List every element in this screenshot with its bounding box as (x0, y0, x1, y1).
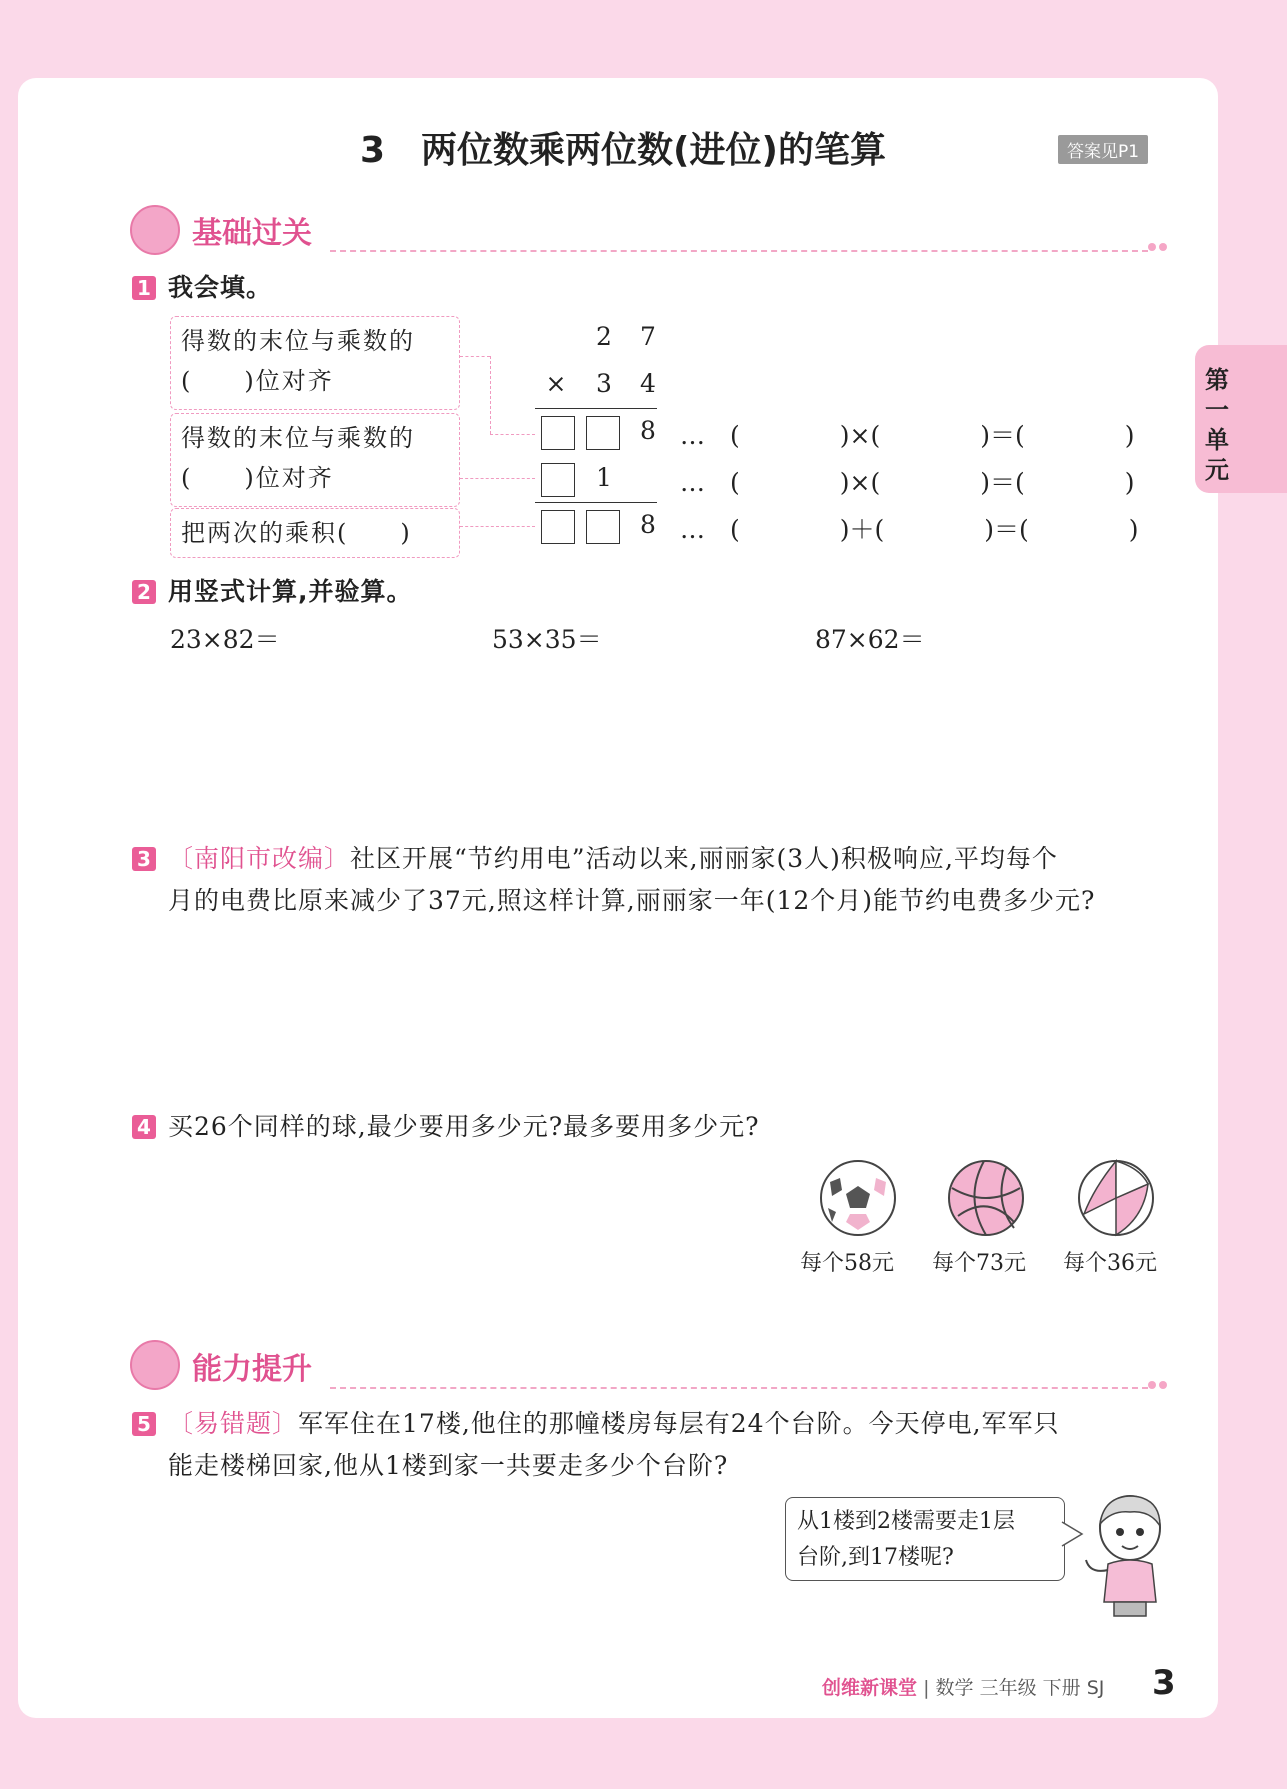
section-divider (330, 250, 1148, 252)
section-dots (1148, 1374, 1170, 1393)
partial-product-digit: 1 (596, 463, 612, 492)
page-title: 3 两位数乘两位数(进位)的笔算 (360, 130, 886, 171)
hint-label-text: ( )位对齐 (181, 464, 334, 492)
hint-label-text: 把两次的乘积( ) (181, 519, 412, 547)
side-tab-char: 第 (1205, 366, 1229, 394)
product-digit: 8 (640, 510, 656, 539)
connector-line (490, 434, 535, 435)
basketball-icon (944, 1158, 1030, 1238)
section-title-advanced: 能力提升 (192, 1352, 312, 1387)
connector-line (460, 478, 535, 479)
equation-row: … ( )×( )＝( ) (680, 421, 1135, 450)
boy-avatar-icon (130, 1340, 180, 1390)
multiplication-rule (535, 408, 657, 409)
girl-avatar-icon (130, 205, 180, 255)
question-line: 军军住在17楼,他住的那幢楼房每层有24个台阶。今天停电,军军只 (298, 1409, 1060, 1438)
question-number: 5 (132, 1412, 156, 1436)
section-dots (1148, 236, 1170, 255)
footer-volume: 下册 (1042, 1677, 1081, 1699)
footer-text (822, 1673, 1104, 1700)
multiplier-digit: 4 (640, 369, 656, 398)
equation-row: … ( )×( )＝( ) (680, 468, 1135, 497)
question-number: 3 (132, 847, 156, 871)
beach-ball-icon (1074, 1158, 1160, 1238)
question-text: 买26个同样的球,最少要用多少元?最多要用多少元? (168, 1112, 760, 1141)
multiply-sign: × (545, 369, 567, 398)
bubble-line: 从1楼到2楼需要走1层 (797, 1509, 1015, 1534)
question-text (168, 1403, 1060, 1445)
multiplier-digit: 3 (596, 369, 612, 398)
multiplication-rule (535, 502, 657, 503)
question-line: 能走楼梯回家,他从1楼到家一共要走多少个台阶? (168, 1451, 729, 1480)
answer-box[interactable] (586, 510, 620, 544)
side-tab-char: 一 (1205, 396, 1229, 424)
hint-label-text: ( )位对齐 (181, 367, 334, 395)
footer-brand: 创维新课堂 (822, 1677, 918, 1699)
page-number: 3 (1152, 1663, 1176, 1703)
calc-item: 87×62＝ (815, 625, 925, 654)
calc-item: 23×82＝ (170, 625, 280, 654)
answer-box[interactable] (541, 510, 575, 544)
footer-subject: 数学 (935, 1677, 974, 1699)
connector-line (460, 526, 535, 527)
question-line: 月的电费比原来减少了37元,照这样计算,丽丽家一年(12个月)能节约电费多少元? (168, 886, 1096, 915)
answer-box[interactable] (586, 416, 620, 450)
hint-label-text: 得数的末位与乘数的 (181, 424, 415, 452)
side-tab-char: 元 (1205, 456, 1229, 484)
equation-row: … ( )＋( )＝( ) (680, 515, 1139, 544)
question-prompt: 用竖式计算,并验算。 (168, 577, 413, 606)
question-number: 2 (132, 580, 156, 604)
question-tag: 〔易错题〕 (168, 1409, 299, 1438)
question-number: 4 (132, 1115, 156, 1139)
footer-grade: 三年级 (979, 1677, 1037, 1699)
question-line: 社区开展“节约用电”活动以来,丽丽家(3人)积极响应,平均每个 (350, 844, 1058, 873)
speech-bubble-text (797, 1504, 1015, 1576)
hint-label-text: 得数的末位与乘数的 (181, 327, 415, 355)
answer-reference: 答案见P1 (1058, 135, 1148, 164)
section-title-basic: 基础过关 (192, 216, 312, 251)
section-divider (330, 1387, 1148, 1389)
multiplicand-digit: 7 (640, 322, 656, 351)
question-number: 1 (132, 276, 156, 300)
side-tab-char: 单 (1205, 426, 1229, 454)
soccer-ball-icon (816, 1158, 902, 1238)
ball-price: 每个73元 (932, 1251, 1026, 1276)
hint-label-3 (170, 508, 460, 558)
multiplicand-digit: 2 (596, 322, 612, 351)
boy-character-icon (1080, 1490, 1175, 1620)
ball-price: 每个36元 (1063, 1251, 1157, 1276)
calc-item: 53×35＝ (492, 625, 602, 654)
unit-side-tab-text (1202, 365, 1232, 485)
answer-box[interactable] (541, 416, 575, 450)
hint-label-1 (170, 316, 460, 410)
connector-line (460, 356, 490, 357)
footer-separator: | (923, 1677, 930, 1699)
partial-product-digit: 8 (640, 416, 656, 445)
question-tag: 〔南阳市改编〕 (168, 844, 351, 873)
question-prompt: 我会填。 (168, 273, 273, 302)
answer-box[interactable] (541, 463, 575, 497)
footer-edition: SJ (1086, 1677, 1105, 1699)
bubble-line: 台阶,到17楼呢? (797, 1545, 954, 1570)
question-text (168, 838, 1058, 880)
hint-label-2 (170, 413, 460, 507)
connector-line (490, 356, 491, 434)
ball-price: 每个58元 (800, 1251, 894, 1276)
